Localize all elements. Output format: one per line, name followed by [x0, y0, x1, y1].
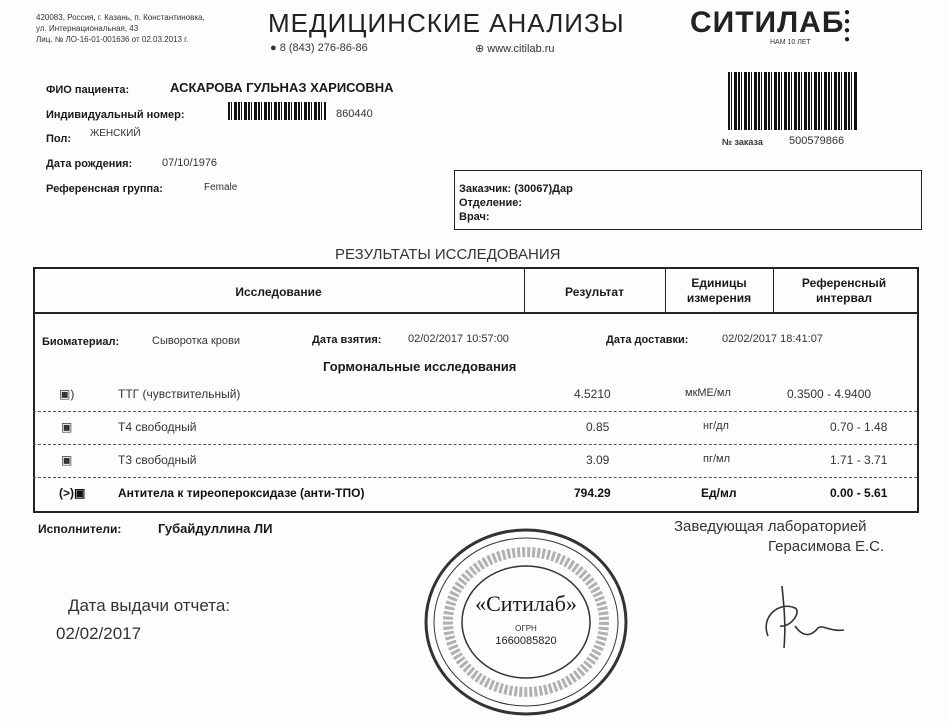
signature-image	[740, 566, 850, 656]
test-name: Т4 свободный	[118, 420, 197, 434]
table-row	[33, 477, 917, 510]
test-result: 4.5210	[574, 387, 611, 401]
department-label: Отделение:	[459, 197, 523, 209]
delivered-value: 02/02/2017 18:41:07	[722, 333, 823, 345]
test-name: Антитела к тиреопероксидазе (анти-ТПО)	[118, 486, 365, 500]
stamp-ogrn: 1660085820	[495, 635, 557, 647]
lab-address	[36, 12, 205, 45]
address-line-1: 420083, Россия, г. Казань, п. Константиновка,	[36, 13, 205, 22]
phone-number: 8 (843) 276-86-86	[279, 42, 368, 54]
test-unit: Ед/мл	[701, 486, 737, 500]
row-mark-icon: ▣	[61, 453, 73, 467]
document-title: МЕДИЦИНСКИЕ АНАЛИЗЫ	[268, 8, 625, 38]
results-title: РЕЗУЛЬТАТЫ ИССЛЕДОВАНИЯ	[335, 246, 561, 263]
phone	[270, 42, 368, 54]
test-name: ТТГ (чувствительный)	[118, 387, 241, 401]
address-line-2: ул. Интернациональная, 43	[36, 24, 139, 33]
header-divider	[33, 312, 917, 314]
sex-value: ЖЕНСКИЙ	[90, 128, 141, 139]
col-header-result: Результат	[565, 285, 624, 299]
lab-head-name: Герасимова Е.С.	[768, 538, 885, 555]
logo-dots-icon: ● ● ● ●	[844, 7, 851, 45]
test-ref: 0.3500 - 4.9400	[787, 387, 872, 401]
test-ref: 0.00 - 5.61	[830, 486, 888, 500]
lab-head-title: Заведующая лабораторией	[674, 518, 867, 535]
col-header-test: Исследование	[235, 285, 322, 299]
table-row	[33, 411, 917, 445]
dob-label: Дата рождения:	[46, 158, 133, 170]
col-header-units-line1: Единицы	[691, 276, 747, 290]
issue-date: 02/02/2017	[56, 624, 142, 643]
doctor-label: Врач:	[459, 211, 490, 223]
taken-value: 02/02/2017 10:57:00	[408, 333, 509, 345]
customer-value: (30067)Дар	[514, 183, 573, 195]
test-result: 794.29	[574, 486, 611, 500]
col-header-ref	[773, 276, 915, 306]
test-result: 3.09	[586, 453, 610, 467]
website	[475, 42, 555, 55]
row-mark-icon: (>)▣	[59, 486, 86, 500]
table-row	[33, 444, 917, 478]
stamp-graphic	[423, 527, 629, 717]
delivered-label: Дата доставки:	[606, 334, 689, 346]
test-unit: мкМЕ/мл	[685, 387, 731, 399]
stamp-ogrn-label: ОГРН	[515, 624, 537, 633]
col-header-ref-line2: интервал	[815, 291, 873, 305]
brand-logo: СИТИЛАБ	[690, 6, 845, 39]
patient-id-label: Индивидуальный номер:	[46, 109, 185, 121]
sex-label: Пол:	[46, 133, 72, 145]
license-line: Лиц. № ЛО-16-01-001636 от 02.03.2013 г.	[36, 35, 189, 44]
phone-icon: ●	[270, 42, 277, 54]
test-unit: нг/дл	[703, 420, 729, 432]
web-icon: ⊕	[475, 43, 485, 55]
row-mark-icon: ▣)	[59, 387, 75, 401]
test-unit: пг/мл	[703, 453, 731, 465]
brand-tagline: НАМ 10 ЛЕТ	[770, 39, 811, 46]
row-mark-icon: ▣	[61, 420, 73, 434]
patient-id: 860440	[336, 108, 373, 120]
test-ref: 0.70 - 1.48	[830, 420, 888, 434]
stamp-name: «Ситилаб»	[475, 591, 577, 616]
ref-group-value: Female	[204, 182, 238, 193]
biomaterial-label: Биоматериал:	[42, 336, 120, 348]
patient-name-label: ФИО пациента:	[46, 84, 130, 96]
order-barcode	[728, 72, 858, 130]
patient-name: АСКАРОВА ГУЛЬНАЗ ХАРИСОВНА	[170, 80, 394, 95]
test-name: Т3 свободный	[118, 453, 197, 467]
taken-label: Дата взятия:	[312, 334, 382, 346]
customer-box	[454, 170, 922, 230]
col-header-ref-line1: Референсный	[801, 276, 887, 290]
order-number: 500579866	[789, 135, 845, 147]
order-number-label: № заказа	[722, 137, 763, 147]
ref-group-label: Референсная группа:	[46, 183, 163, 195]
table-row	[33, 378, 917, 412]
lab-stamp	[423, 527, 629, 717]
customer-label: Заказчик:	[459, 183, 512, 195]
col-header-units	[665, 276, 773, 306]
performers-value: Губайдуллина ЛИ	[158, 521, 273, 536]
col-header-units-line2: измерения	[686, 291, 752, 305]
dob-value: 07/10/1976	[162, 157, 218, 169]
test-ref: 1.71 - 3.71	[830, 453, 888, 467]
website-url: www.citilab.ru	[487, 43, 555, 55]
test-result: 0.85	[586, 420, 610, 434]
performers-label: Исполнители:	[38, 522, 122, 536]
issue-date-label: Дата выдачи отчета:	[68, 596, 231, 615]
patient-id-barcode	[228, 102, 326, 120]
biomaterial-value: Сыворотка крови	[152, 335, 240, 347]
customer-line	[459, 183, 573, 195]
group-title: Гормональные исследования	[323, 359, 517, 374]
